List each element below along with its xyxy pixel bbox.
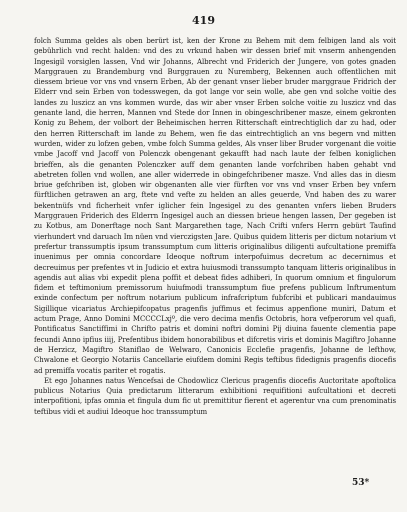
page-number: 419 xyxy=(192,14,215,27)
body-text xyxy=(34,36,396,417)
paragraph-notary: Et ego Johannes natus Wencefsai de Chodowlicz Clericus pragenfis diocefis Auctoritate apoftolica publicus Notarius Quia predictarum litterarum exhibitioni requifitioni aufcultationi et decreti interpofitioni, ipfas omnia et fingula dum fic ut premittitur fierent et agerentur vna cum prenominatis teftibus vidi et audiui Ideoque hoc transsumptum xyxy=(34,376,396,416)
signature-mark: 53* xyxy=(352,478,370,488)
paragraph-main: folch Summa geldes als oben berürt ist, ken der Krone zu Behem mit dem felbigen land als voit gebührlich vnd recht halden: vnd des zu vrkund haben wir dessen brief mit vnserm anhengenden Ingesigil vorsiglen lassen, Vnd wir Johanns, Albrecht vnd Friderich der Jungere, von gotes gnaden Marggrauen zu Brandemburg vnd Burggrauen zu Nuremberg, Bekennen auch offentlichen mit diessem brieue vor vns vnd vnsern Erben, Ab der genant vnser lieber bruder marggraue Fridrich der Elderr vnd sein Erben von todesswegen, da got lange vor sein wolle, abe gen vnd solche voitie des landes zu luszicz an vns kommen wurde, das wir aber vnser Erben solche voitie zu luszicz vnd das genante land, die herren, Mannen vnd Stede dor Innen in obingeschribener masze, einem gekronten Konig zu Behem, der volbort der Beheimischen herren Ritterschaft eintrechtiglich dar zu had, oder den herren Ritterschaft im lande zu Behem, wen fie das eintrechtiglich an vns begern vnd mitten wurden, wider zu lofzen geben, vmbe folch Summa geldes, Als vnser liber Bruder vorgenant die voitie vmbe Jacoff vnd Jacoff von Polenczk obengenant gekaufft had nach laute der felben koniglichen brieffen, als die genanten Polenczker auff dem genanten lande vorfchriben haben gehabt vnd abetreten follen vnd wollen, ane aller widerrede in obingefchribener masze. Vnd alles das in diesm briue gefchriben ist, globen wir obgenanten alle vier fürften vor vns vnd vnser Erben bey vnfern fürftlichen getrawen an arg, ftete vnd vefte zu helden an alles geuerde, Vnd haben des zu warer bekentnüfs vnd ficherheit vnfer iglicher fein Ingesigel zu des genanten vnfers lieben Bruders Marggrauen Friderich des Elderrn Ingesigel auch an diessen brieue hengen lassen, Der gegeben ist zu Kotbus, am Donerftage noch Sant Margarethen tage, Nach Crifti vnfers Herrn gebürt Taufind vierhundert vnd daruach Im nüen vnd vierczigsten Jare. Quibus quidem litteris per dictum notarium vt prefertur transsumptis ipsum transsumptum cum litteris originalibus diligenti aufcultatione premiffa inuenimus per omnia concordare Ideoque noftrum interpofuimus decretum ac decernimus et decreuimus per prefentes vt in Judicio et extra huiusmodi transsumpto tanquam litteris originalibus in agendis aut alias vbi expedit plena poffit et debeat fides adhiberi, In quorum omnium et fingulorum fidem et teftimonium premissorum huiufmodi transsumptum fiue prefens publicum Inftrumentum exinde confectum per noftrum notarium publicum infrafcriptum fubfcribi et publicari mandauimus Sigillique vicariatus Archiepifcopatus pragenfis juffimus et fecimus appenfione muniri, Datum et actum Prage, Anno Domini MCCCCLxjº, die vero decima menfis Octobris, hora vefperorum vel quafi, Pontificatus Sanctiffimi in Chrifto patris et domini noftri domini Pij diuina fauente clementia pape fecundi Anno ipfius iiij, Prefentibus ibidem honorabilibus et difcretis viris et dominis Magiftro Johanne de Herzicz, Magiftro Staniflao de Welwaro, Canonicis Ecclefie pragenfis, Johanne de lefthow, Chwalone et Georgio Notariis Cancellarie eiufdem domini Regis teftibus fidedignis pragenfis diocefis ad premiffa vocatis pariter et rogatis. xyxy=(34,37,396,375)
